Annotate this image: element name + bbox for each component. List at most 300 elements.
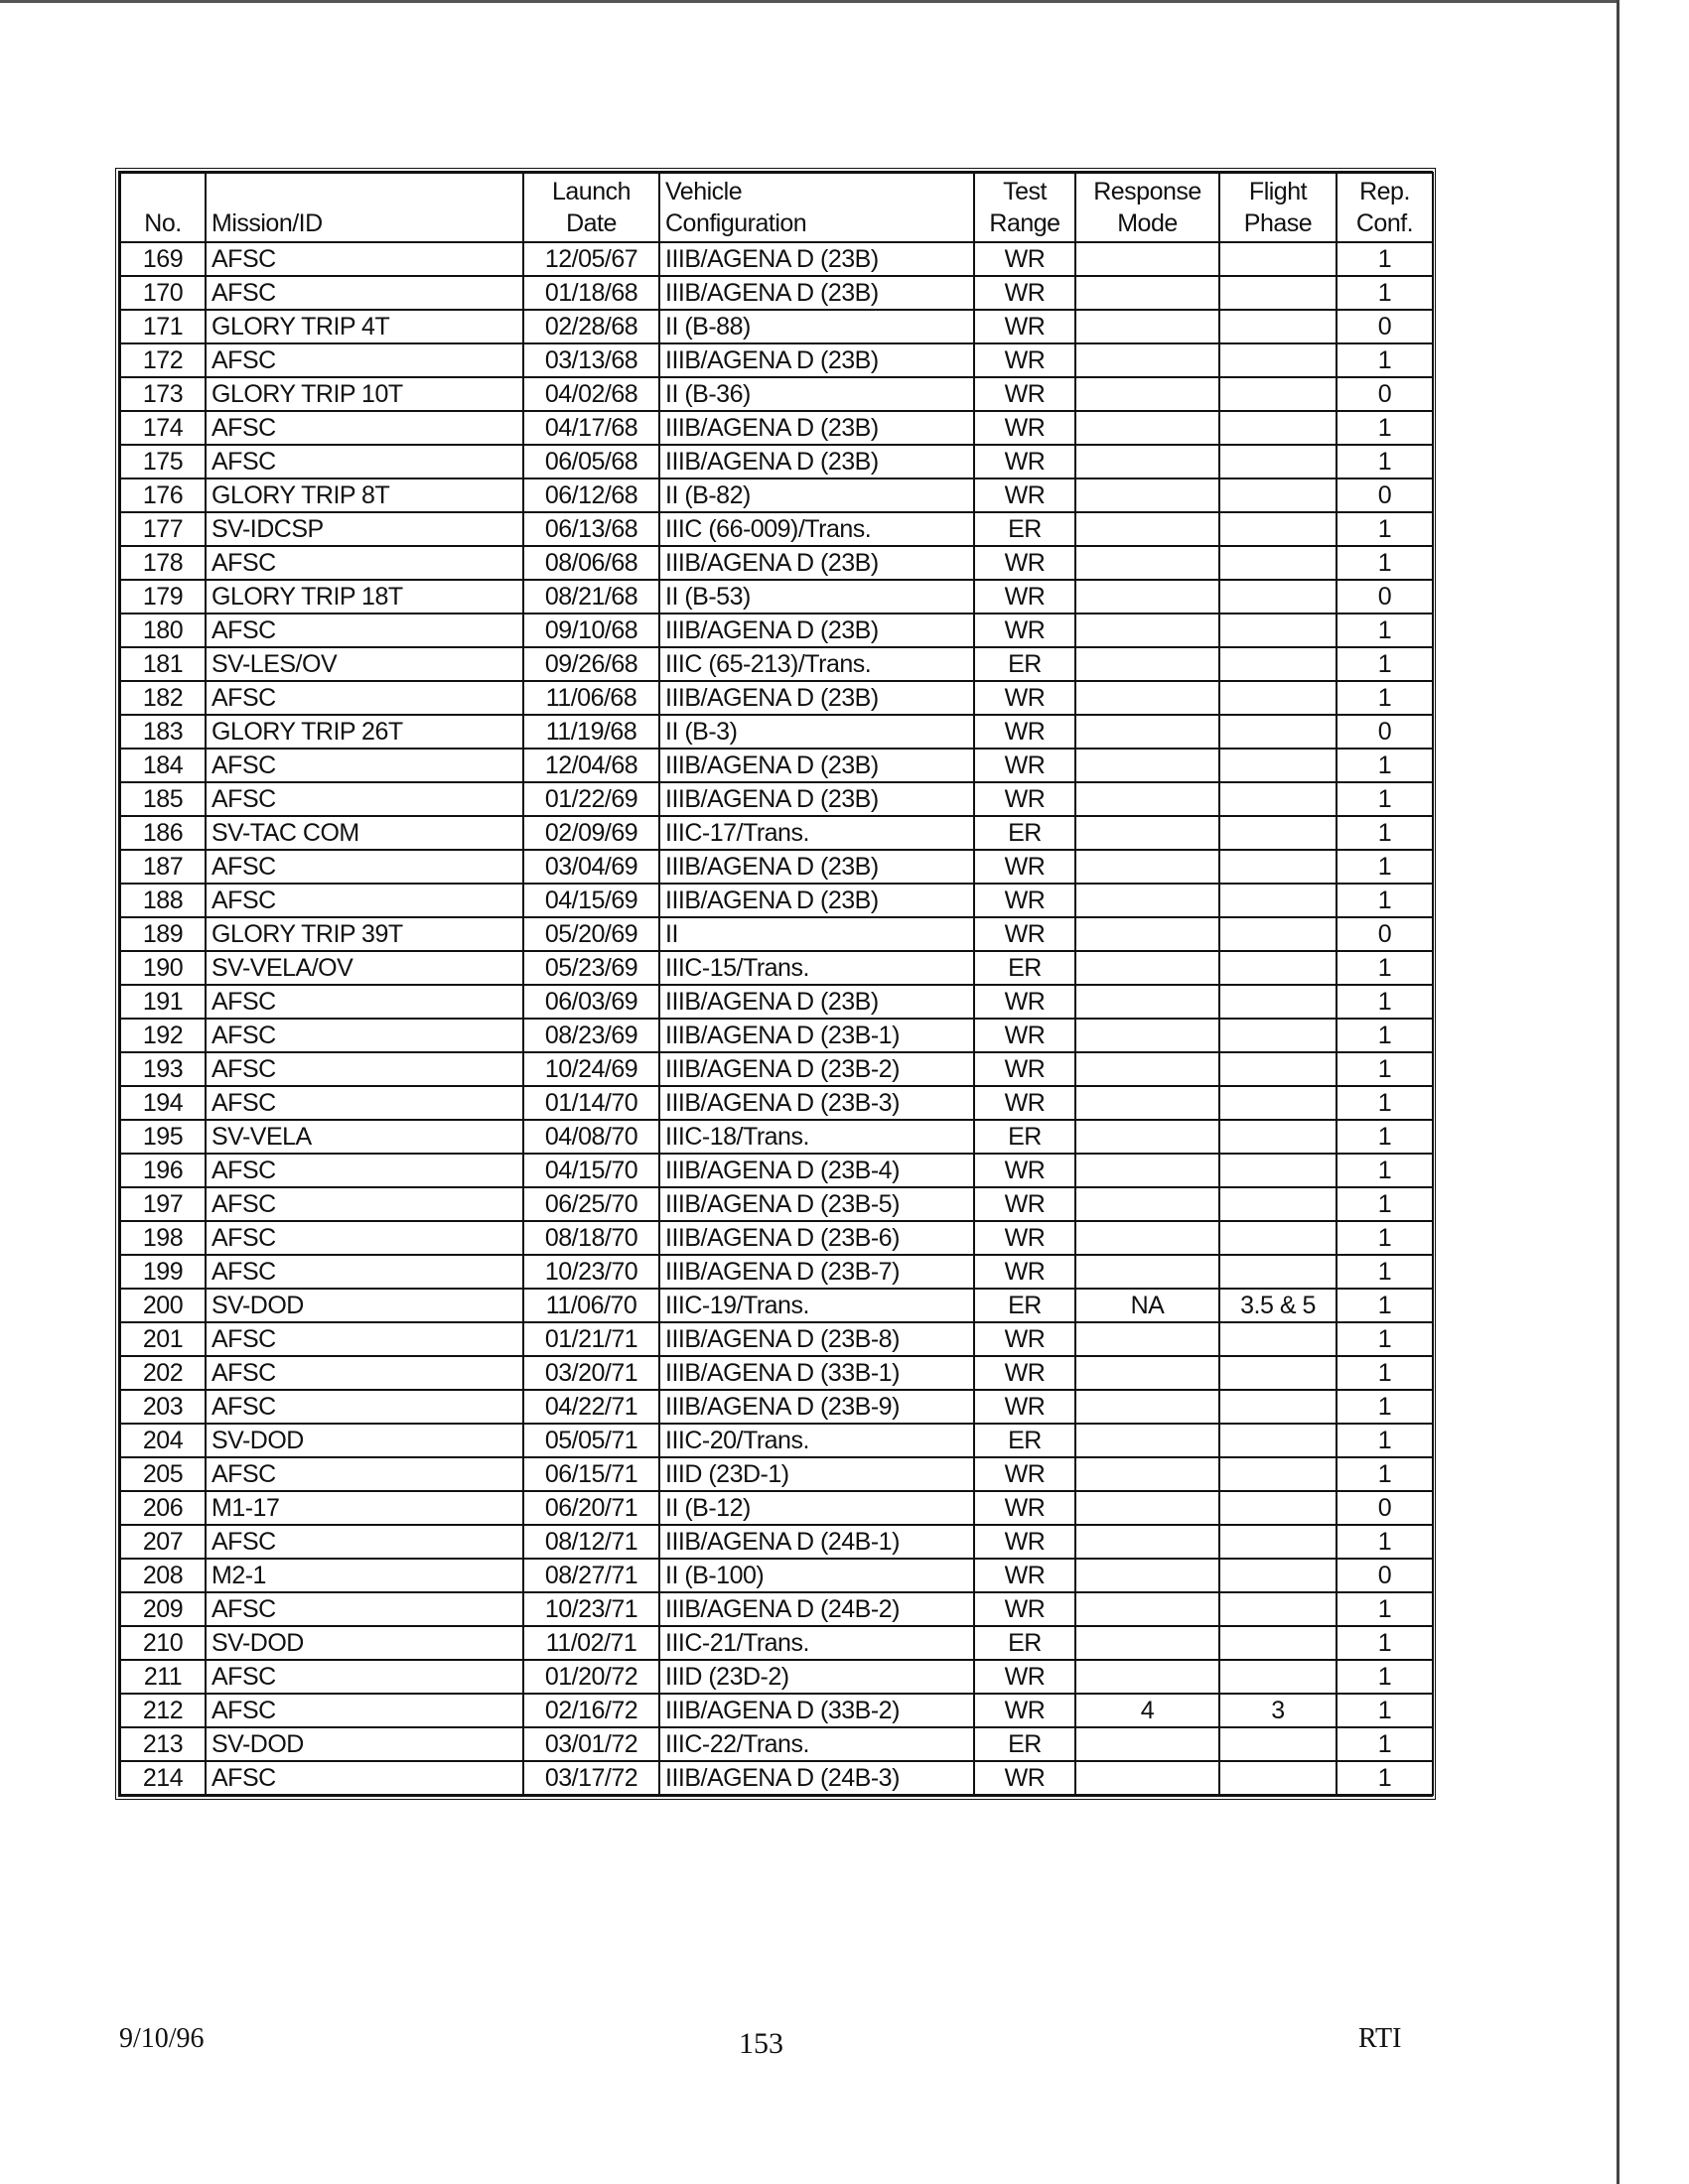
cell-launch-date: 12/05/67 [523, 242, 659, 276]
table-row [120, 242, 1433, 276]
footer-organization: RTI [1358, 2023, 1402, 2054]
table-row [120, 1154, 1433, 1187]
table-row [120, 310, 1433, 343]
table-row [120, 1356, 1433, 1390]
cell-response-mode [1075, 1457, 1219, 1491]
cell-response-mode [1075, 985, 1219, 1019]
cell-test-range: WR [974, 1322, 1075, 1356]
table-row [120, 614, 1433, 647]
cell-vehicle-configuration: II (B-100) [659, 1559, 974, 1592]
table-row [120, 1559, 1433, 1592]
cell-response-mode [1075, 816, 1219, 850]
cell-vehicle-configuration: IIIB/AGENA D (23B) [659, 782, 974, 816]
table-row [120, 1457, 1433, 1491]
cell-rep-conf: 0 [1337, 1491, 1433, 1525]
cell-mission-id: AFSC [206, 1525, 523, 1559]
cell-no: 188 [120, 884, 206, 917]
cell-launch-date: 03/17/72 [523, 1761, 659, 1795]
cell-no: 170 [120, 276, 206, 310]
cell-flight-phase [1219, 715, 1337, 749]
cell-no: 207 [120, 1525, 206, 1559]
cell-rep-conf: 1 [1337, 1086, 1433, 1120]
cell-launch-date: 02/16/72 [523, 1694, 659, 1727]
cell-response-mode [1075, 343, 1219, 377]
table-row [120, 546, 1433, 580]
cell-no: 185 [120, 782, 206, 816]
cell-launch-date: 04/17/68 [523, 411, 659, 445]
cell-test-range: WR [974, 749, 1075, 782]
cell-vehicle-configuration: IIIB/AGENA D (23B-1) [659, 1019, 974, 1052]
cell-no: 190 [120, 951, 206, 985]
cell-mission-id: GLORY TRIP 39T [206, 917, 523, 951]
table-header-row [120, 173, 1433, 242]
cell-vehicle-configuration: II (B-88) [659, 310, 974, 343]
cell-rep-conf: 1 [1337, 1289, 1433, 1322]
cell-response-mode [1075, 411, 1219, 445]
cell-mission-id: GLORY TRIP 4T [206, 310, 523, 343]
cell-vehicle-configuration: II (B-12) [659, 1491, 974, 1525]
cell-vehicle-configuration: IIIC-20/Trans. [659, 1424, 974, 1457]
cell-rep-conf: 0 [1337, 377, 1433, 411]
cell-flight-phase [1219, 884, 1337, 917]
cell-launch-date: 04/02/68 [523, 377, 659, 411]
cell-launch-date: 04/15/69 [523, 884, 659, 917]
cell-vehicle-configuration: IIIB/AGENA D (23B) [659, 411, 974, 445]
cell-vehicle-configuration: IIIB/AGENA D (23B-7) [659, 1255, 974, 1289]
cell-launch-date: 02/09/69 [523, 816, 659, 850]
cell-mission-id: AFSC [206, 546, 523, 580]
table-row [120, 850, 1433, 884]
cell-no: 178 [120, 546, 206, 580]
cell-vehicle-configuration: IIID (23D-2) [659, 1660, 974, 1694]
cell-test-range: ER [974, 512, 1075, 546]
cell-response-mode: NA [1075, 1289, 1219, 1322]
cell-flight-phase [1219, 1120, 1337, 1154]
cell-test-range: WR [974, 1457, 1075, 1491]
cell-rep-conf: 1 [1337, 1660, 1433, 1694]
cell-mission-id: GLORY TRIP 18T [206, 580, 523, 614]
cell-vehicle-configuration: IIIB/AGENA D (23B) [659, 276, 974, 310]
table-row [120, 343, 1433, 377]
cell-launch-date: 11/06/68 [523, 681, 659, 715]
cell-flight-phase [1219, 1559, 1337, 1592]
cell-rep-conf: 1 [1337, 242, 1433, 276]
cell-flight-phase [1219, 310, 1337, 343]
table-row [120, 1592, 1433, 1626]
cell-launch-date: 03/13/68 [523, 343, 659, 377]
cell-response-mode [1075, 445, 1219, 478]
cell-test-range: WR [974, 1592, 1075, 1626]
cell-launch-date: 02/28/68 [523, 310, 659, 343]
cell-launch-date: 06/25/70 [523, 1187, 659, 1221]
cell-mission-id: AFSC [206, 1356, 523, 1390]
cell-vehicle-configuration: IIIB/AGENA D (23B-3) [659, 1086, 974, 1120]
cell-vehicle-configuration: IIIB/AGENA D (23B-9) [659, 1390, 974, 1424]
cell-flight-phase [1219, 1727, 1337, 1761]
cell-rep-conf: 1 [1337, 1761, 1433, 1795]
cell-response-mode [1075, 1559, 1219, 1592]
cell-test-range: WR [974, 580, 1075, 614]
cell-rep-conf: 0 [1337, 1559, 1433, 1592]
cell-launch-date: 05/23/69 [523, 951, 659, 985]
cell-flight-phase: 3 [1219, 1694, 1337, 1727]
cell-test-range: WR [974, 546, 1075, 580]
cell-vehicle-configuration: IIIC-17/Trans. [659, 816, 974, 850]
cell-response-mode [1075, 1187, 1219, 1221]
cell-response-mode [1075, 1491, 1219, 1525]
cell-test-range: WR [974, 1255, 1075, 1289]
cell-no: 210 [120, 1626, 206, 1660]
cell-launch-date: 01/18/68 [523, 276, 659, 310]
cell-rep-conf: 1 [1337, 546, 1433, 580]
cell-test-range: WR [974, 1660, 1075, 1694]
table-row [120, 1390, 1433, 1424]
cell-launch-date: 06/15/71 [523, 1457, 659, 1491]
cell-no: 211 [120, 1660, 206, 1694]
cell-no: 206 [120, 1491, 206, 1525]
cell-vehicle-configuration: II (B-36) [659, 377, 974, 411]
table-row [120, 715, 1433, 749]
cell-launch-date: 11/19/68 [523, 715, 659, 749]
cell-no: 195 [120, 1120, 206, 1154]
header-test-range: Test Range [974, 173, 1075, 242]
table-row [120, 749, 1433, 782]
cell-test-range: ER [974, 1120, 1075, 1154]
cell-flight-phase [1219, 749, 1337, 782]
cell-test-range: WR [974, 1154, 1075, 1187]
cell-flight-phase [1219, 1424, 1337, 1457]
cell-launch-date: 05/20/69 [523, 917, 659, 951]
cell-launch-date: 12/04/68 [523, 749, 659, 782]
header-vehicle-configuration: Vehicle Configuration [659, 173, 974, 242]
cell-test-range: WR [974, 1694, 1075, 1727]
launch-table-frame [115, 168, 1436, 1800]
cell-flight-phase: 3.5 & 5 [1219, 1289, 1337, 1322]
cell-launch-date: 01/20/72 [523, 1660, 659, 1694]
cell-launch-date: 08/18/70 [523, 1221, 659, 1255]
cell-launch-date: 03/20/71 [523, 1356, 659, 1390]
cell-vehicle-configuration: IIIB/AGENA D (23B-5) [659, 1187, 974, 1221]
cell-rep-conf: 1 [1337, 1120, 1433, 1154]
table-row [120, 1052, 1433, 1086]
header-flight-phase: Flight Phase [1219, 173, 1337, 242]
cell-response-mode [1075, 1154, 1219, 1187]
table-row [120, 782, 1433, 816]
cell-mission-id: AFSC [206, 276, 523, 310]
cell-launch-date: 05/05/71 [523, 1424, 659, 1457]
top-border-rule [0, 0, 1619, 3]
cell-test-range: WR [974, 884, 1075, 917]
cell-mission-id: SV-IDCSP [206, 512, 523, 546]
cell-vehicle-configuration: IIIB/AGENA D (23B) [659, 985, 974, 1019]
cell-response-mode [1075, 850, 1219, 884]
cell-mission-id: AFSC [206, 343, 523, 377]
cell-launch-date: 06/05/68 [523, 445, 659, 478]
cell-response-mode [1075, 614, 1219, 647]
cell-test-range: ER [974, 1289, 1075, 1322]
header-rep-conf: Rep. Conf. [1337, 173, 1433, 242]
cell-no: 176 [120, 478, 206, 512]
right-border-rule [1617, 0, 1619, 2184]
cell-flight-phase [1219, 951, 1337, 985]
cell-launch-date: 06/03/69 [523, 985, 659, 1019]
cell-launch-date: 08/23/69 [523, 1019, 659, 1052]
cell-flight-phase [1219, 276, 1337, 310]
cell-vehicle-configuration: II (B-53) [659, 580, 974, 614]
cell-flight-phase [1219, 850, 1337, 884]
cell-mission-id: AFSC [206, 749, 523, 782]
cell-flight-phase [1219, 1221, 1337, 1255]
cell-mission-id: SV-DOD [206, 1626, 523, 1660]
cell-test-range: ER [974, 951, 1075, 985]
table-row [120, 276, 1433, 310]
cell-no: 183 [120, 715, 206, 749]
cell-test-range: WR [974, 1086, 1075, 1120]
cell-rep-conf: 1 [1337, 614, 1433, 647]
cell-test-range: WR [974, 445, 1075, 478]
cell-flight-phase [1219, 411, 1337, 445]
cell-mission-id: GLORY TRIP 8T [206, 478, 523, 512]
cell-rep-conf: 0 [1337, 580, 1433, 614]
cell-flight-phase [1219, 816, 1337, 850]
cell-response-mode [1075, 1626, 1219, 1660]
cell-vehicle-configuration: II (B-3) [659, 715, 974, 749]
cell-vehicle-configuration: IIIC-21/Trans. [659, 1626, 974, 1660]
cell-launch-date: 08/12/71 [523, 1525, 659, 1559]
cell-test-range: WR [974, 850, 1075, 884]
cell-test-range: WR [974, 276, 1075, 310]
cell-mission-id: SV-TAC COM [206, 816, 523, 850]
cell-response-mode [1075, 1086, 1219, 1120]
table-row [120, 445, 1433, 478]
cell-flight-phase [1219, 1390, 1337, 1424]
cell-flight-phase [1219, 1761, 1337, 1795]
cell-test-range: WR [974, 478, 1075, 512]
cell-test-range: ER [974, 647, 1075, 681]
cell-no: 196 [120, 1154, 206, 1187]
cell-no: 191 [120, 985, 206, 1019]
cell-test-range: WR [974, 1019, 1075, 1052]
cell-rep-conf: 1 [1337, 782, 1433, 816]
cell-launch-date: 03/04/69 [523, 850, 659, 884]
cell-response-mode [1075, 1592, 1219, 1626]
cell-mission-id: AFSC [206, 445, 523, 478]
cell-test-range: ER [974, 816, 1075, 850]
table-row [120, 1660, 1433, 1694]
cell-no: 192 [120, 1019, 206, 1052]
cell-mission-id: AFSC [206, 1761, 523, 1795]
cell-flight-phase [1219, 512, 1337, 546]
cell-no: 209 [120, 1592, 206, 1626]
cell-no: 201 [120, 1322, 206, 1356]
cell-launch-date: 11/02/71 [523, 1626, 659, 1660]
cell-flight-phase [1219, 985, 1337, 1019]
cell-flight-phase [1219, 546, 1337, 580]
cell-mission-id: SV-VELA/OV [206, 951, 523, 985]
cell-launch-date: 06/13/68 [523, 512, 659, 546]
cell-response-mode [1075, 1525, 1219, 1559]
cell-test-range: WR [974, 681, 1075, 715]
cell-mission-id: SV-LES/OV [206, 647, 523, 681]
cell-mission-id: AFSC [206, 681, 523, 715]
table-row [120, 1221, 1433, 1255]
cell-no: 187 [120, 850, 206, 884]
table-row [120, 647, 1433, 681]
cell-response-mode: 4 [1075, 1694, 1219, 1727]
table-row [120, 377, 1433, 411]
cell-no: 212 [120, 1694, 206, 1727]
cell-flight-phase [1219, 1457, 1337, 1491]
cell-launch-date: 01/22/69 [523, 782, 659, 816]
cell-rep-conf: 1 [1337, 1694, 1433, 1727]
cell-rep-conf: 1 [1337, 1154, 1433, 1187]
cell-no: 204 [120, 1424, 206, 1457]
cell-rep-conf: 1 [1337, 884, 1433, 917]
cell-response-mode [1075, 580, 1219, 614]
cell-rep-conf: 1 [1337, 816, 1433, 850]
table-row [120, 816, 1433, 850]
cell-test-range: WR [974, 242, 1075, 276]
cell-mission-id: M2-1 [206, 1559, 523, 1592]
cell-response-mode [1075, 1356, 1219, 1390]
cell-flight-phase [1219, 1086, 1337, 1120]
cell-rep-conf: 1 [1337, 985, 1433, 1019]
cell-vehicle-configuration: IIIC (65-213)/Trans. [659, 647, 974, 681]
cell-vehicle-configuration: IIIC-22/Trans. [659, 1727, 974, 1761]
table-row [120, 1694, 1433, 1727]
cell-no: 214 [120, 1761, 206, 1795]
cell-rep-conf: 1 [1337, 343, 1433, 377]
cell-flight-phase [1219, 1356, 1337, 1390]
cell-rep-conf: 1 [1337, 1727, 1433, 1761]
cell-no: 186 [120, 816, 206, 850]
cell-test-range: WR [974, 1559, 1075, 1592]
header-no: No. [120, 173, 206, 242]
cell-response-mode [1075, 1727, 1219, 1761]
cell-rep-conf: 1 [1337, 1457, 1433, 1491]
cell-mission-id: AFSC [206, 1221, 523, 1255]
cell-mission-id: SV-VELA [206, 1120, 523, 1154]
cell-rep-conf: 0 [1337, 917, 1433, 951]
cell-flight-phase [1219, 1660, 1337, 1694]
cell-rep-conf: 1 [1337, 276, 1433, 310]
table-row [120, 478, 1433, 512]
cell-mission-id: AFSC [206, 1255, 523, 1289]
cell-mission-id: GLORY TRIP 26T [206, 715, 523, 749]
cell-response-mode [1075, 377, 1219, 411]
table-row [120, 917, 1433, 951]
cell-rep-conf: 1 [1337, 749, 1433, 782]
table-row [120, 1019, 1433, 1052]
cell-rep-conf: 1 [1337, 1424, 1433, 1457]
cell-mission-id: AFSC [206, 1457, 523, 1491]
cell-mission-id: SV-DOD [206, 1289, 523, 1322]
cell-vehicle-configuration: IIIB/AGENA D (23B) [659, 749, 974, 782]
cell-mission-id: AFSC [206, 1086, 523, 1120]
table-row [120, 1626, 1433, 1660]
cell-test-range: WR [974, 614, 1075, 647]
cell-mission-id: AFSC [206, 1660, 523, 1694]
cell-rep-conf: 1 [1337, 1221, 1433, 1255]
cell-flight-phase [1219, 1255, 1337, 1289]
cell-response-mode [1075, 310, 1219, 343]
cell-rep-conf: 0 [1337, 715, 1433, 749]
cell-rep-conf: 1 [1337, 1019, 1433, 1052]
cell-response-mode [1075, 1019, 1219, 1052]
cell-mission-id: GLORY TRIP 10T [206, 377, 523, 411]
cell-test-range: WR [974, 343, 1075, 377]
header-mission-id: Mission/ID [206, 173, 523, 242]
cell-rep-conf: 1 [1337, 1322, 1433, 1356]
cell-flight-phase [1219, 1019, 1337, 1052]
cell-mission-id: AFSC [206, 850, 523, 884]
cell-launch-date: 10/23/71 [523, 1592, 659, 1626]
cell-launch-date: 01/21/71 [523, 1322, 659, 1356]
cell-flight-phase [1219, 1154, 1337, 1187]
cell-flight-phase [1219, 1626, 1337, 1660]
cell-mission-id: AFSC [206, 1154, 523, 1187]
cell-rep-conf: 1 [1337, 445, 1433, 478]
cell-test-range: WR [974, 411, 1075, 445]
cell-mission-id: SV-DOD [206, 1727, 523, 1761]
cell-response-mode [1075, 1424, 1219, 1457]
cell-rep-conf: 0 [1337, 478, 1433, 512]
cell-no: 200 [120, 1289, 206, 1322]
cell-response-mode [1075, 1761, 1219, 1795]
cell-launch-date: 06/20/71 [523, 1491, 659, 1525]
cell-no: 198 [120, 1221, 206, 1255]
cell-response-mode [1075, 1052, 1219, 1086]
page-number: 153 [739, 2027, 783, 2060]
cell-no: 194 [120, 1086, 206, 1120]
cell-rep-conf: 1 [1337, 1187, 1433, 1221]
cell-test-range: WR [974, 310, 1075, 343]
cell-response-mode [1075, 276, 1219, 310]
cell-vehicle-configuration: IIIB/AGENA D (23B) [659, 445, 974, 478]
cell-rep-conf: 1 [1337, 951, 1433, 985]
header-response-mode: Response Mode [1075, 173, 1219, 242]
cell-test-range: WR [974, 1491, 1075, 1525]
cell-no: 175 [120, 445, 206, 478]
cell-no: 181 [120, 647, 206, 681]
cell-launch-date: 08/06/68 [523, 546, 659, 580]
table-row [120, 1491, 1433, 1525]
table-row [120, 1255, 1433, 1289]
cell-no: 213 [120, 1727, 206, 1761]
cell-mission-id: SV-DOD [206, 1424, 523, 1457]
cell-flight-phase [1219, 782, 1337, 816]
cell-test-range: ER [974, 1626, 1075, 1660]
cell-vehicle-configuration: IIIB/AGENA D (24B-1) [659, 1525, 974, 1559]
cell-response-mode [1075, 478, 1219, 512]
cell-no: 171 [120, 310, 206, 343]
cell-response-mode [1075, 1255, 1219, 1289]
cell-no: 193 [120, 1052, 206, 1086]
cell-launch-date: 08/27/71 [523, 1559, 659, 1592]
cell-response-mode [1075, 951, 1219, 985]
cell-rep-conf: 1 [1337, 411, 1433, 445]
cell-test-range: WR [974, 782, 1075, 816]
cell-test-range: WR [974, 1390, 1075, 1424]
cell-response-mode [1075, 1322, 1219, 1356]
cell-response-mode [1075, 715, 1219, 749]
table-row [120, 1727, 1433, 1761]
cell-launch-date: 09/26/68 [523, 647, 659, 681]
cell-flight-phase [1219, 445, 1337, 478]
cell-rep-conf: 1 [1337, 850, 1433, 884]
table-row [120, 884, 1433, 917]
cell-vehicle-configuration: IIIB/AGENA D (23B) [659, 850, 974, 884]
